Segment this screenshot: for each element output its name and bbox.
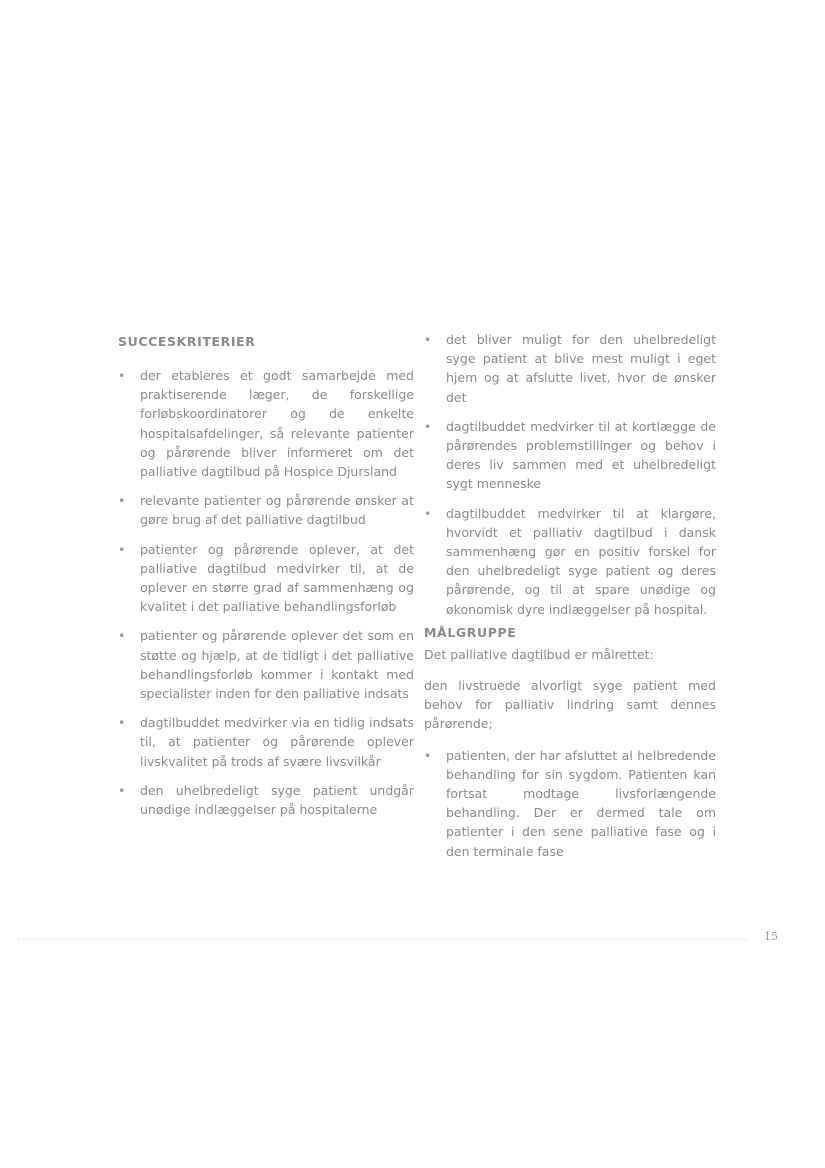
list-item: • relevante patienter og pårørende ønsker at gøre brug af det palliative dagtilbud	[118, 491, 414, 529]
target-group-description: den livstruede alvorligt syge patient med behov for palliativ lindring samt dennes pårørende;	[424, 678, 716, 732]
success-criteria-list-continued	[424, 330, 716, 619]
list-item: • den uhelbredeligt syge patient undgår unødige indlæggelser på hospitalerne	[118, 781, 414, 819]
footer-divider	[18, 939, 748, 940]
list-item: • dagtilbuddet medvirker via en tidlig indsats til, at patienter og pårørende oplever livskvalitet på trods af svære livsvilkår	[118, 713, 414, 771]
list-item: • dagtilbuddet medvirker til at kortlægge de pårørendes problemstillinger og behov i deres liv sammen med et uhelbredeligt sygt menneske	[424, 417, 716, 494]
success-criteria-list	[118, 366, 414, 819]
target-group-intro: Det palliative dagtilbud er målrettet:	[424, 646, 654, 662]
list-item: • dagtilbuddet medvirker til at klargøre, hvorvidt et palliativ dagtilbud i dansk sammenhæng gør en positiv forskel for den uhelbredeligt syge patient og deres pårørende, og til at spare unødige og økonomisk dyre indlæggelser på hospital.	[424, 504, 716, 619]
left-column	[118, 330, 414, 829]
list-item: • patienter og pårørende oplever, at det palliative dagtilbud medvirker til, at de oplever en større grad af sammenhæng og kvalitet i det palliative behandlingsforløb	[118, 540, 414, 617]
list-item: • patienter og pårørende oplever det som en støtte og hjælp, at de tidligt i det palliative behandlingsforløb kommer i kontakt med specialister inden for den palliative indsats	[118, 626, 414, 703]
list-item: • der etableres et godt samarbejde med praktiserende læger, de forskellige forløbskoordinatorer og de enkelte hospitalsafdelinger, så relevante patienter og pårørende bliver informeret om det palliative dagtilbud på Hospice Djursland	[118, 366, 414, 481]
list-item: • patienten, der har afsluttet al helbredende behandling for sin sygdom. Patienten kan fortsat modtage livsforlængende behandling. Der er dermed tale om patienter i den sene palliative fase og i den terminale fase	[424, 746, 716, 861]
page-number: 15	[764, 930, 778, 943]
success-criteria-heading: SUCCESKRITERIER	[118, 334, 256, 349]
target-group-list	[424, 746, 716, 861]
list-item: • det bliver muligt for den uhelbredeligt syge patient at blive mest muligt i eget hjem og at afslutte livet, hvor de ønsker det	[424, 330, 716, 407]
right-column	[424, 330, 716, 861]
target-group-heading: MÅLGRUPPE	[424, 624, 517, 640]
